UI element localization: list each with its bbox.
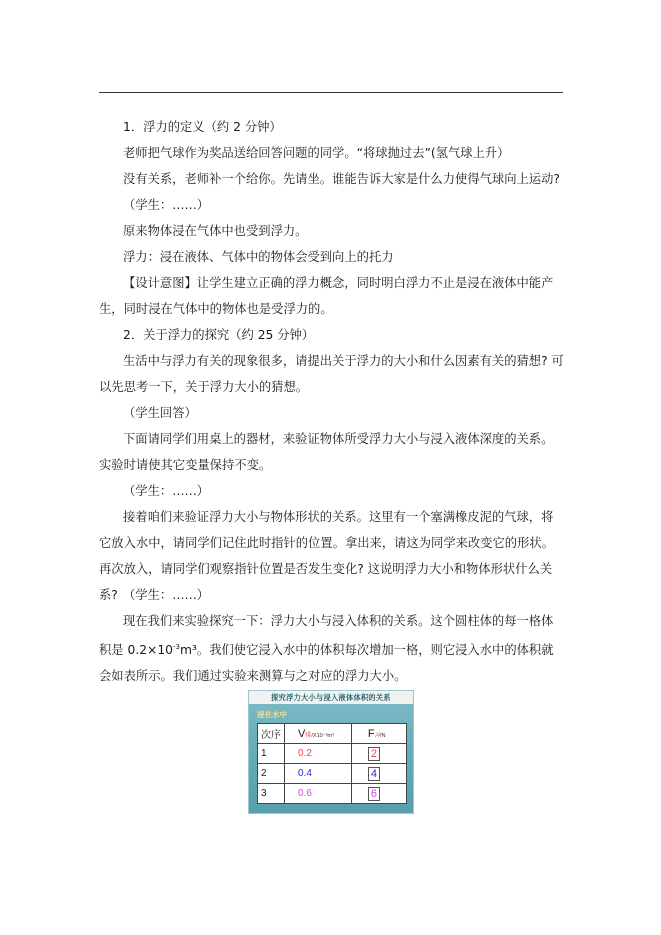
table-row: [258, 764, 407, 784]
table-row: [258, 784, 407, 804]
student-response-1: （学生：……）: [123, 198, 210, 212]
slide-title: 探究浮力大小与浸入液体体积的关系: [249, 691, 413, 704]
force-symbol: F: [367, 727, 375, 740]
header-force: [351, 724, 406, 744]
header-order: 次序: [258, 724, 285, 744]
section-1-heading: 1．浮力的定义（约 2 分钟）: [123, 120, 282, 134]
header-volume: [285, 724, 352, 744]
row-volume: 0.4: [285, 764, 352, 784]
row-force: 2: [368, 747, 380, 761]
volume-exponent: -3: [173, 643, 180, 651]
paragraph-question: 没有关系，老师补一个给你。先请坐。谁能告诉大家是什么力使得气球向上运动?: [123, 172, 560, 186]
experiment-slide-image: [248, 690, 414, 814]
paragraph-hypothesis: 生活中与浮力有关的现象很多，请提出关于浮力的大小和什么因素有关的猜想? 可以先思考一下，关于浮力大小的猜想。: [99, 354, 564, 394]
force-unit: /N: [380, 732, 386, 739]
volume-text-part2: m³。我们使它浸入水中的体积每次增加一格，则它浸入水中的体积就会如表所示。我们通过实验来测算与之对应的浮力大小。: [99, 643, 554, 683]
row-force: 6: [368, 787, 380, 801]
slide-data-table: [257, 723, 407, 804]
table-row: [258, 744, 407, 764]
row-force: 4: [368, 767, 380, 781]
slide-subtitle: 浸在水中: [257, 710, 287, 719]
row-order: 1: [258, 744, 285, 764]
volume-symbol: V: [298, 727, 306, 740]
volume-subscript: 排: [305, 732, 312, 739]
row-force-cell: [351, 744, 406, 764]
force-subscript: 浮: [374, 732, 381, 739]
header-rule: [99, 92, 563, 93]
paragraph-volume-experiment: [99, 608, 565, 689]
row-volume: 0.2: [285, 744, 352, 764]
student-response-2: （学生回答）: [123, 406, 197, 420]
buoyancy-definition: 浮力：浸在液体、气体中的物体会受到向上的托力: [123, 250, 394, 264]
section-2-heading: 2．关于浮力的探究（约 25 分钟）: [123, 328, 315, 342]
row-volume: 0.6: [285, 784, 352, 804]
volume-text-part1: 现在我们来实验探究一下：浮力大小与浸入体积的关系。这个圆柱体的每一格体积是 0.2×10: [99, 614, 554, 657]
row-order: 3: [258, 784, 285, 804]
paragraph-shape-experiment: 接着咱们来验证浮力大小与物体形状的关系。这里有一个塞满橡皮泥的气球，将它放入水中，请同学们记住此时指针的位置。拿出来，请这为同学来改变它的形状。再次放入，请同学们观察指针位置是否发生变化? 这说明浮力大小和物体形状什么关系?: [99, 510, 554, 602]
student-response-4: （学生：……）: [123, 588, 210, 602]
design-intent-1: 【设计意图】让学生建立正确的浮力概念，同时明白浮力不止是浸在液体中能产生，同时浸在气体中的物体也是受浮力的。: [99, 276, 554, 316]
row-force-cell: [351, 764, 406, 784]
paragraph-gas-buoyancy: 原来物体浸在气体中也受到浮力。: [123, 224, 308, 238]
row-force-cell: [351, 784, 406, 804]
paragraph-depth-experiment: 下面请同学们用桌上的器材，来验证物体所受浮力大小与浸入液体深度的关系。实验时请使其它变量保持不变。: [99, 432, 554, 472]
volume-unit: /X10⁻³m³: [311, 732, 334, 739]
table-header-row: [258, 724, 407, 744]
paragraph-balloon: 老师把气球作为奖品送给回答问题的同学。“将球抛过去”(氢气球上升）: [123, 146, 510, 160]
student-response-3: （学生：……）: [123, 484, 210, 498]
row-order: 2: [258, 764, 285, 784]
